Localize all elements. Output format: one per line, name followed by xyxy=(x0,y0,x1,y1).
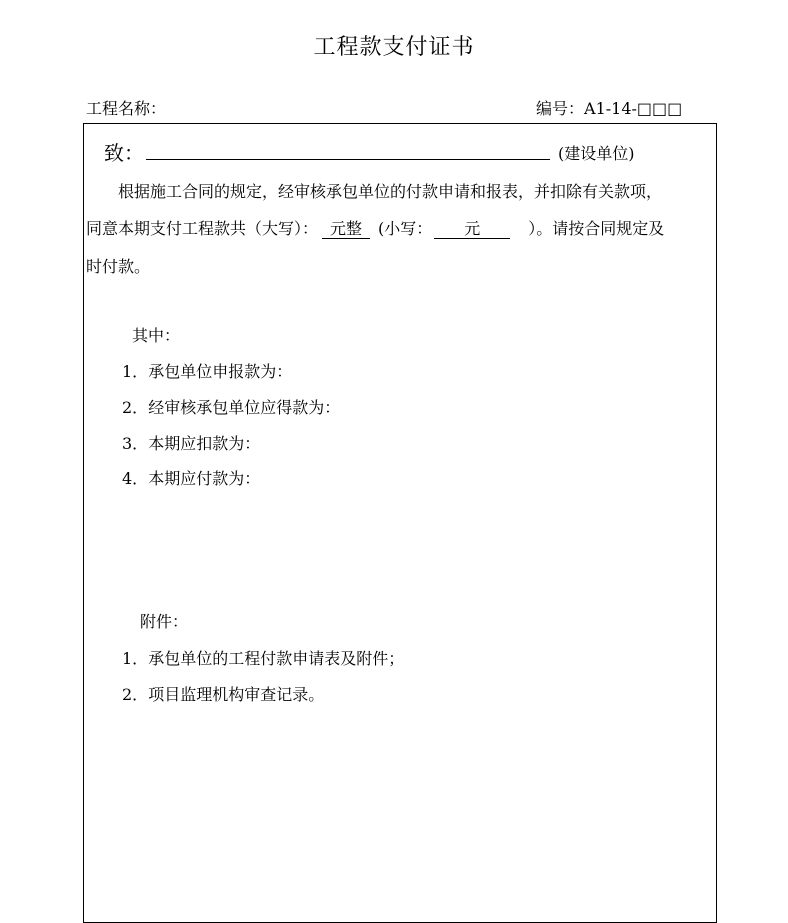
item-number: 4． xyxy=(122,469,149,488)
number-value: A1-14-□□□ xyxy=(584,99,683,118)
item-number: 3． xyxy=(122,434,149,453)
body-line-2 xyxy=(86,216,716,239)
body-line-1: 根据施工合同的规定，经审核承包单位的付款申请和报表，并扣除有关款项， xyxy=(118,182,663,201)
project-name-label: 工程名称： xyxy=(86,99,167,118)
item-number: 1． xyxy=(122,649,149,668)
item-text: 项目监理机构审查记录。 xyxy=(148,685,325,704)
item-number: 2． xyxy=(122,398,149,417)
item-number: 1． xyxy=(122,362,149,381)
breakdown-item xyxy=(122,395,340,418)
document-title: 工程款支付证书 xyxy=(313,35,475,60)
item-text: 承包单位申报款为： xyxy=(148,362,293,381)
breakdown-item xyxy=(122,431,260,454)
addressee-prefix: 致： xyxy=(104,141,144,165)
item-text: 本期应付款为： xyxy=(148,469,261,488)
body-line-2-prefix: 同意本期支付工程款共（大写）： xyxy=(86,219,319,238)
attachment-item xyxy=(122,646,404,669)
amount-upper-field[interactable]: 元整 xyxy=(322,220,370,239)
body-line-3: 时付款。 xyxy=(86,257,151,276)
breakdown-item xyxy=(122,466,260,489)
form-box xyxy=(83,123,717,923)
item-text: 本期应扣款为： xyxy=(148,434,261,453)
item-text: 经审核承包单位应得款为： xyxy=(148,398,341,417)
attachment-item xyxy=(122,682,324,705)
body-line-2-suffix: ）。请按合同规定及 xyxy=(528,219,665,238)
addressee-blank-line[interactable] xyxy=(146,159,550,160)
amount-lower-field[interactable]: 元 xyxy=(434,220,510,239)
item-number: 2． xyxy=(122,685,149,704)
item-text: 承包单位的工程付款申请表及附件； xyxy=(148,649,405,668)
breakdown-heading: 其中： xyxy=(132,326,181,345)
number-label: 编号： xyxy=(536,99,585,118)
breakdown-item xyxy=(122,359,292,382)
body-line-2-mid: (小写： xyxy=(378,219,433,238)
addressee-unit-label: (建设单位) xyxy=(558,144,635,163)
document-number xyxy=(536,96,682,119)
attachments-heading: 附件： xyxy=(140,612,189,631)
